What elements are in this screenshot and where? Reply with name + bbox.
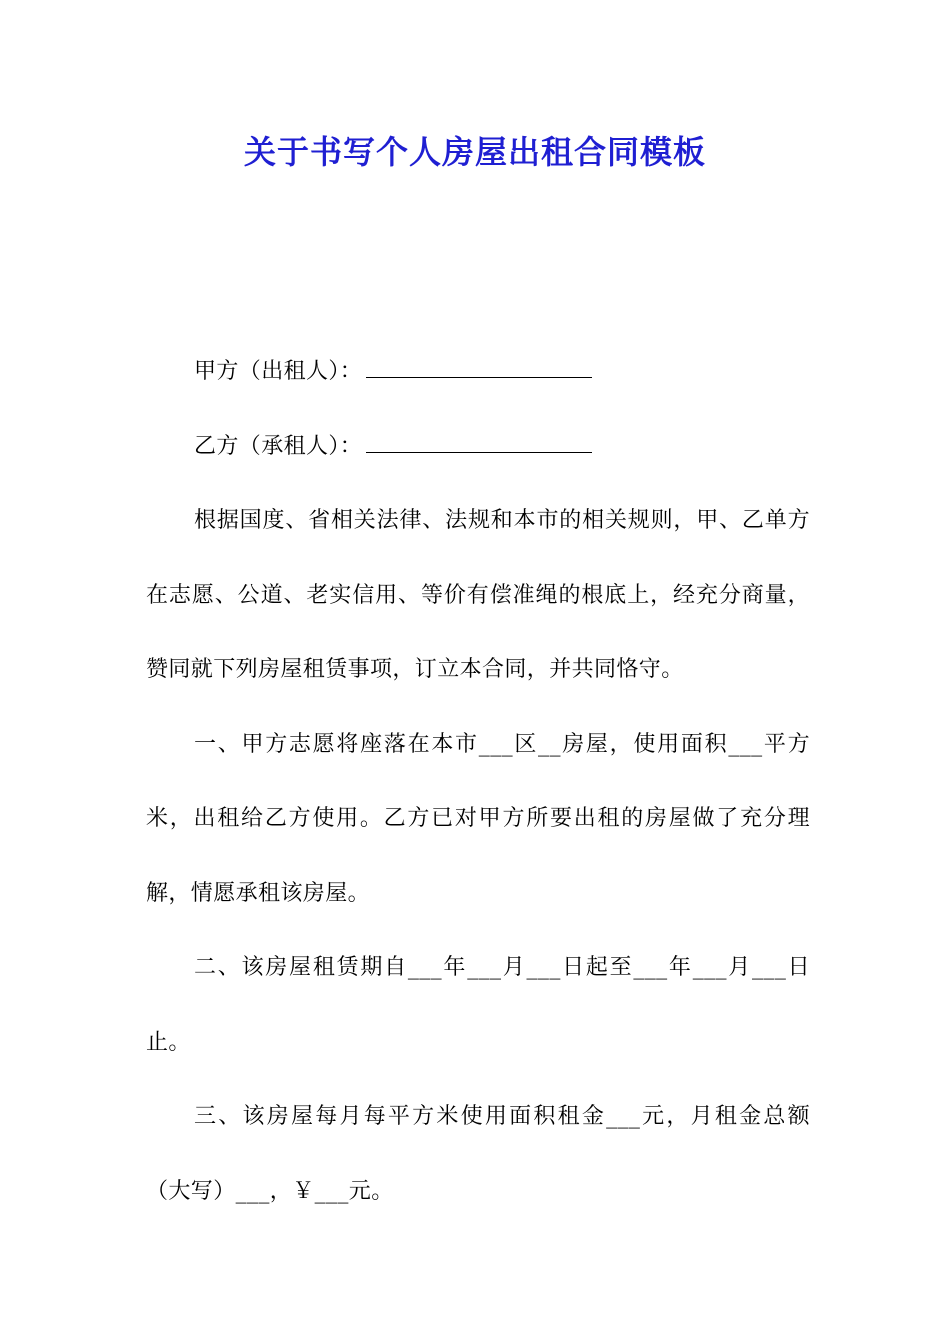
party-b-label: 乙方（承租人）： bbox=[194, 433, 363, 459]
document-body bbox=[146, 335, 810, 1229]
clause-3: 三、该房屋每月每平方米使用面积租金___元，月租金总额（大写）___，￥___元。 bbox=[146, 1104, 810, 1204]
party-a-line bbox=[146, 335, 810, 410]
paragraph-preamble: 根据国度、省相关法律、法规和本市的相关规则，甲、乙单方在志愿、公道、老实信用、等价有偿准绳的根底上，经充分商量，赞同就下列房屋租赁事项，订立本合同，并共同恪守。 bbox=[146, 508, 810, 682]
party-a-label: 甲方（出租人）： bbox=[194, 359, 363, 384]
clause-1: 一、甲方志愿将座落在本市___区__房屋，使用面积___平方米，出租给乙方使用。乙方已对甲方所要出租的房屋做了充分理解，情愿承租该房屋。 bbox=[146, 731, 810, 906]
party-b-line bbox=[146, 410, 810, 485]
party-b-blank bbox=[366, 430, 592, 453]
party-a-blank bbox=[366, 355, 592, 378]
clause-2: 二、该房屋租赁期自___年___月___日起至___年___月___日止。 bbox=[146, 955, 810, 1055]
document-title: 关于书写个人房屋出租合同模板 bbox=[243, 133, 706, 171]
